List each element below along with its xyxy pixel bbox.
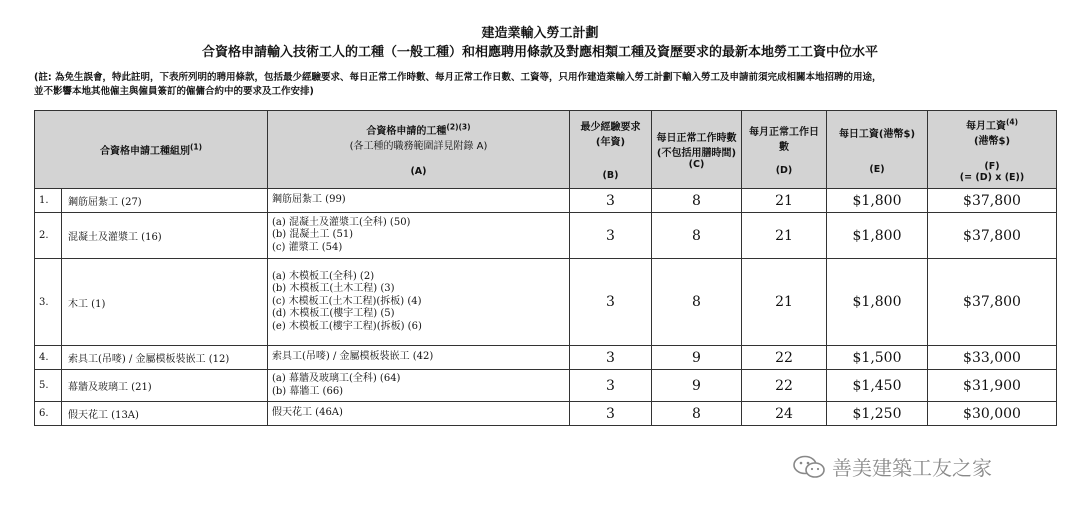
trade-item: (a) 木模板工(全科) (2) xyxy=(272,270,375,282)
table-row xyxy=(35,402,1057,426)
trade-item: (b) 木模板工(土木工程) (3) xyxy=(272,283,395,295)
header-experience: 最少經驗要求(年資) (B) xyxy=(570,111,652,189)
cell-days: 21 xyxy=(742,213,827,259)
note-line-1: (註: 為免生誤會，特此註明，下表所列明的聘用條款，包括最少經驗要求、每日正常工作時數、每月正常工作日數、工資等，只用作建造業輸入勞工計劃下輸入勞工及申請前須完成相關本地招聘的用途， xyxy=(34,72,882,83)
cell-group xyxy=(35,402,268,426)
row-number: 2. xyxy=(35,213,62,258)
header-daily-hours: 每日正常工作時數(不包括用膳時間) (C) xyxy=(652,111,742,189)
cell-trades xyxy=(268,370,570,402)
note-line-2: 並不影響本地其他僱主與僱員簽訂的僱傭合約中的要求及工作安排) xyxy=(34,86,314,97)
group-name: 混凝土及灌漿工 (16) xyxy=(68,232,162,243)
cell-exp: 3 xyxy=(570,370,652,402)
header-group: 合資格申請工種組別$^{(1)}$ xyxy=(35,111,268,189)
group-name: 索具工(吊嘜) / 金屬模板裝嵌工 (12) xyxy=(68,354,230,365)
cell-trades xyxy=(268,346,570,370)
wechat-icon xyxy=(792,455,826,479)
cell-hours: 8 xyxy=(652,259,742,346)
cell-days: 21 xyxy=(742,259,827,346)
cell-group xyxy=(35,259,268,346)
trade-item: 鋼筋屈紮工 (99) xyxy=(272,194,346,206)
cell-group xyxy=(35,370,268,402)
cell-monthly: $31,900 xyxy=(928,370,1057,402)
cell-exp: 3 xyxy=(570,402,652,426)
trade-item: (b) 幕牆工 (66) xyxy=(272,385,344,397)
cell-daily: $1,500 xyxy=(827,346,928,370)
cell-hours: 9 xyxy=(652,346,742,370)
cell-daily: $1,250 xyxy=(827,402,928,426)
cell-trades xyxy=(268,189,570,213)
disclaimer-note xyxy=(34,71,1064,99)
wage-table xyxy=(34,110,1057,426)
table-row xyxy=(35,213,1057,259)
group-name: 鋼筋屈紮工 (27) xyxy=(68,197,142,208)
trade-item: (c) 木模板工(土木工程)(拆板) (4) xyxy=(272,295,422,307)
cell-monthly: $33,000 xyxy=(928,346,1057,370)
cell-group xyxy=(35,346,268,370)
header-daily-wage: 每日工資(港幣$) (E) xyxy=(827,111,928,189)
header-trade: 合資格申請的工種$^{(2)(3)}$ (各工種的職務範圍詳見附錄 A) (A) xyxy=(268,111,570,189)
cell-exp: 3 xyxy=(570,213,652,259)
group-name: 幕牆及玻璃工 (21) xyxy=(68,382,152,393)
cell-trades xyxy=(268,402,570,426)
cell-group xyxy=(35,213,268,259)
trade-item: (a) 混凝土及灌漿工(全科) (50) xyxy=(272,216,411,228)
cell-exp: 3 xyxy=(570,346,652,370)
header-monthly-days: 每月正常工作日數 (D) xyxy=(742,111,827,189)
cell-trades xyxy=(268,213,570,259)
cell-daily: $1,800 xyxy=(827,259,928,346)
cell-days: 24 xyxy=(742,402,827,426)
row-number: 1. xyxy=(35,189,62,212)
cell-days: 22 xyxy=(742,370,827,402)
cell-hours: 8 xyxy=(652,189,742,213)
watermark-text: 善美建築工友之家 xyxy=(832,456,992,480)
row-number: 5. xyxy=(35,370,62,401)
document-subtitle: 合資格申請輸入技術工人的工種（一般工種）和相應聘用條款及對應相類工種及資歷要求的最新本地勞工工資中位水平 xyxy=(201,45,878,60)
trade-item: (c) 灌漿工 (54) xyxy=(272,241,343,253)
document-title: 建造業輸入勞工計劃 xyxy=(481,26,599,41)
cell-exp: 3 xyxy=(570,189,652,213)
cell-monthly: $37,800 xyxy=(928,259,1057,346)
table-row xyxy=(35,259,1057,346)
trade-item: (a) 幕牆及玻璃工(全科) (64) xyxy=(272,373,401,384)
cell-daily: $1,450 xyxy=(827,370,928,402)
table-body xyxy=(35,189,1057,426)
row-number: 6. xyxy=(35,402,62,425)
cell-hours: 8 xyxy=(652,213,742,259)
table-row xyxy=(35,370,1057,402)
group-name: 木工 (1) xyxy=(68,298,106,310)
row-number: 4. xyxy=(35,346,62,369)
cell-trades xyxy=(268,259,570,346)
cell-monthly: $37,800 xyxy=(928,189,1057,213)
cell-daily: $1,800 xyxy=(827,213,928,259)
header-row xyxy=(35,111,1057,189)
trade-item: (b) 混凝土工 (51) xyxy=(272,229,354,241)
cell-group xyxy=(35,189,268,213)
watermark xyxy=(792,452,992,481)
cell-days: 21 xyxy=(742,189,827,213)
cell-days: 22 xyxy=(742,346,827,370)
group-name: 假天花工 (13A) xyxy=(68,410,139,421)
trade-item: (d) 木模板工(樓宇工程) (5) xyxy=(272,308,395,320)
cell-monthly: $37,800 xyxy=(928,213,1057,259)
header-monthly-wage: 每月工資$^{(4)}$ (港幣$) (F) (= (D) x (E)) xyxy=(928,111,1057,189)
trade-item: 索具工(吊嘜) / 金屬模板裝嵌工 (42) xyxy=(272,351,434,363)
cell-hours: 9 xyxy=(652,370,742,402)
cell-monthly: $30,000 xyxy=(928,402,1057,426)
table-row xyxy=(35,346,1057,370)
row-number: 3. xyxy=(35,259,62,345)
table-row xyxy=(35,189,1057,213)
cell-daily: $1,800 xyxy=(827,189,928,213)
cell-hours: 8 xyxy=(652,402,742,426)
trade-item: (e) 木模板工(樓宇工程)(拆板) (6) xyxy=(272,320,422,332)
cell-exp: 3 xyxy=(570,259,652,346)
trade-item: 假天花工 (46A) xyxy=(272,407,343,419)
